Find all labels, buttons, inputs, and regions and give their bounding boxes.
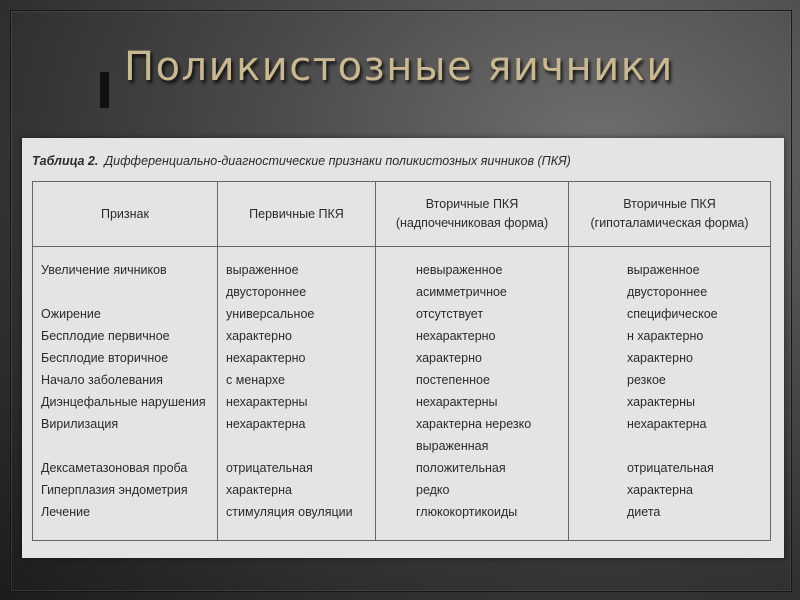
table-cell: выраженное bbox=[226, 263, 299, 277]
header-line: Признак bbox=[101, 206, 149, 221]
table-cell: характерна bbox=[627, 483, 693, 497]
table-image bbox=[22, 138, 784, 558]
table-cell: нехарактерны bbox=[416, 395, 498, 409]
table-cell: Начало заболевания bbox=[41, 373, 163, 387]
table-cell: н характерно bbox=[627, 329, 704, 343]
table-cell: Бесплодие вторичное bbox=[41, 351, 169, 365]
table-cell: Бесплодие первичное bbox=[41, 329, 170, 343]
table-cell: характерно bbox=[416, 351, 482, 365]
column-primary-pco bbox=[218, 247, 376, 541]
table-cell: отрицательная bbox=[226, 461, 313, 475]
header-line: (гипоталамическая форма) bbox=[590, 216, 749, 230]
table-cell: глюкокортикоиды bbox=[416, 505, 518, 519]
table-cell: редко bbox=[416, 483, 450, 497]
table-cell: нехарактерно bbox=[226, 351, 306, 365]
table-caption bbox=[32, 154, 571, 168]
table-cell: отсутствует bbox=[416, 307, 484, 321]
table-cell: нехарактерна bbox=[226, 417, 306, 431]
header-line: Вторичные ПКЯ bbox=[623, 197, 716, 211]
table-cell: постепенное bbox=[416, 373, 490, 387]
table-cell: Ожирение bbox=[41, 307, 101, 321]
table-cell: нехарактерны bbox=[226, 395, 308, 409]
table-cell: характерно bbox=[627, 351, 693, 365]
table-cell: двустороннее bbox=[226, 285, 307, 299]
slide-title: Поликистозные яичники bbox=[124, 44, 674, 90]
table-cell: характерно bbox=[226, 329, 292, 343]
caption-label: Таблица 2. bbox=[32, 154, 99, 168]
table-cell: выраженная bbox=[416, 439, 489, 453]
table-cell: положительная bbox=[416, 461, 506, 475]
table-cell: с менархе bbox=[226, 373, 285, 387]
caption-text: Дифференциально-диагностические признаки поликистозных яичников (ПКЯ) bbox=[104, 154, 571, 168]
header-cell bbox=[376, 182, 569, 247]
table-cell: двустороннее bbox=[627, 285, 708, 299]
title-marker bbox=[100, 72, 109, 108]
table-cell: диета bbox=[627, 505, 661, 519]
header-cell bbox=[218, 182, 376, 247]
diagnostics-table bbox=[32, 181, 771, 541]
table-row bbox=[33, 247, 771, 541]
table-cell: специфическое bbox=[627, 307, 718, 321]
table-cell: резкое bbox=[627, 373, 666, 387]
table-cell: асимметричное bbox=[416, 285, 507, 299]
table-cell bbox=[41, 281, 217, 303]
table-cell: характерна нерезко bbox=[416, 417, 532, 431]
table-cell: стимуляция овуляции bbox=[226, 505, 353, 519]
table-cell: Гиперплазия эндометрия bbox=[41, 483, 188, 497]
table-cell bbox=[41, 435, 217, 457]
header-cell bbox=[33, 182, 218, 247]
table-cell: характерна bbox=[226, 483, 292, 497]
table-cell: Лечение bbox=[41, 505, 91, 519]
table-cell: нехарактерна bbox=[627, 417, 707, 431]
table-cell: Диэнцефальные нарушения bbox=[41, 395, 206, 409]
column-features bbox=[33, 247, 218, 541]
table-cell: нехарактерно bbox=[416, 329, 496, 343]
table-cell: невыраженное bbox=[416, 263, 503, 277]
table-cell bbox=[627, 435, 770, 457]
table-cell: Увеличение яичников bbox=[41, 263, 167, 277]
header-cell bbox=[569, 182, 771, 247]
header-row bbox=[33, 182, 771, 247]
column-adrenal-pco bbox=[376, 247, 569, 541]
header-line: Вторичные ПКЯ bbox=[425, 197, 519, 211]
column-hypothalamic-pco bbox=[569, 247, 771, 541]
header-line: Первичные ПКЯ bbox=[249, 206, 344, 221]
table-cell bbox=[226, 435, 375, 457]
table-cell: Дексаметазоновая проба bbox=[41, 461, 188, 475]
table-cell: Вирилизация bbox=[41, 417, 119, 431]
table-cell: выраженное bbox=[627, 263, 700, 277]
header-line: (надпочечниковая форма) bbox=[395, 216, 549, 230]
table-cell: характерны bbox=[627, 395, 695, 409]
table-cell: универсальное bbox=[226, 307, 315, 321]
table-cell: отрицательная bbox=[627, 461, 714, 475]
